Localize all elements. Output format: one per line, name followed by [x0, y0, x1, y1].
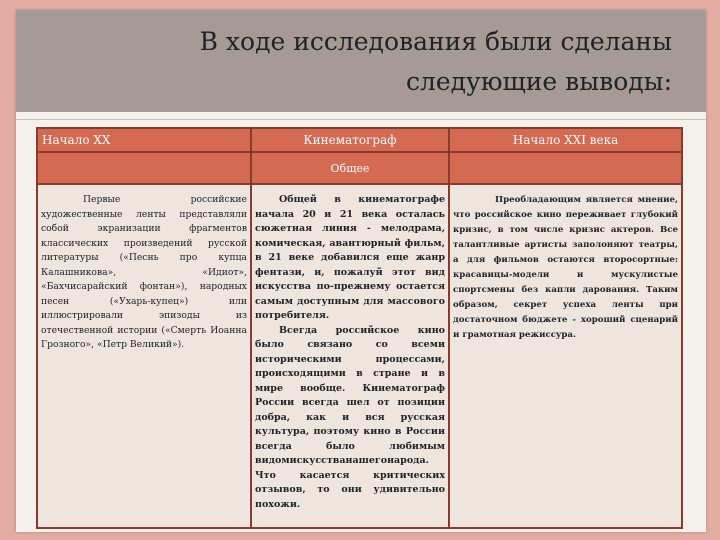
cell-early-21st-text: Преобладающим является мнение, что российское кино переживает глубокий кризис, в том числе кризис актеров. Все талантливые артисты заполоняют театры, а для фильмов остаются второсортные: красавицы-модели и мускулистые спортсмены без капли дарования. Таким образом, секрет успеха ленты при достаточном бюджете - хороший сценарий и грамотная режиссура.	[453, 195, 678, 340]
subheader-row	[37, 152, 682, 184]
comparison-table	[36, 127, 683, 529]
cell-common	[251, 184, 449, 528]
divider-rule	[16, 119, 706, 120]
cell-early-20th	[37, 184, 251, 528]
title-line-2: следующие выводы:	[405, 67, 672, 96]
slide	[16, 10, 706, 532]
cell-common-paragraph-2: Всегда российское кино было связано со всеми историческими процессами, происходящими в стране и в мире вообще. Кинематограф России всегда шел от позиции добра, как и вся русская культура, поэтому кино в России всегда было любимым видомискусстванашегонарода. Что касается критических отзывов, то они удивительно похожи.	[255, 324, 445, 510]
cell-early-20th-text: Первые российские художественные ленты представляли собой экранизации фрагментов классических произведений русской литературы («Песнь про купца Калашникова», «Идиот», «Бахчисарайский фонтан»), народных песен («Ухарь-купец») или иллюстрировали эпизоды из отечественной истории («Смерть Иоанна Грозного», «Петр Великий»).	[41, 194, 247, 350]
header-early-20th: Начало XX	[37, 128, 251, 152]
content-row	[37, 184, 682, 528]
header-early-21st: Начало XXI века	[449, 128, 682, 152]
header-cinema: Кинематограф	[251, 128, 449, 152]
header-row	[37, 128, 682, 152]
cell-early-21st	[449, 184, 682, 528]
slide-title	[72, 22, 672, 102]
title-band	[16, 10, 706, 112]
title-line-1: В ходе исследования были сделаны	[199, 27, 672, 56]
subheader-common: Общее	[251, 152, 449, 184]
cell-common-paragraph-1: Общей в кинематографе начала 20 и 21 века осталась сюжетная линия - мелодрама, комическая, авантюрный фильм, в 21 веке добавился еще жанр фентази, и, пожалуй этот вид искусства по-прежнему остается самым доступным для массового потребителя.	[255, 194, 445, 321]
